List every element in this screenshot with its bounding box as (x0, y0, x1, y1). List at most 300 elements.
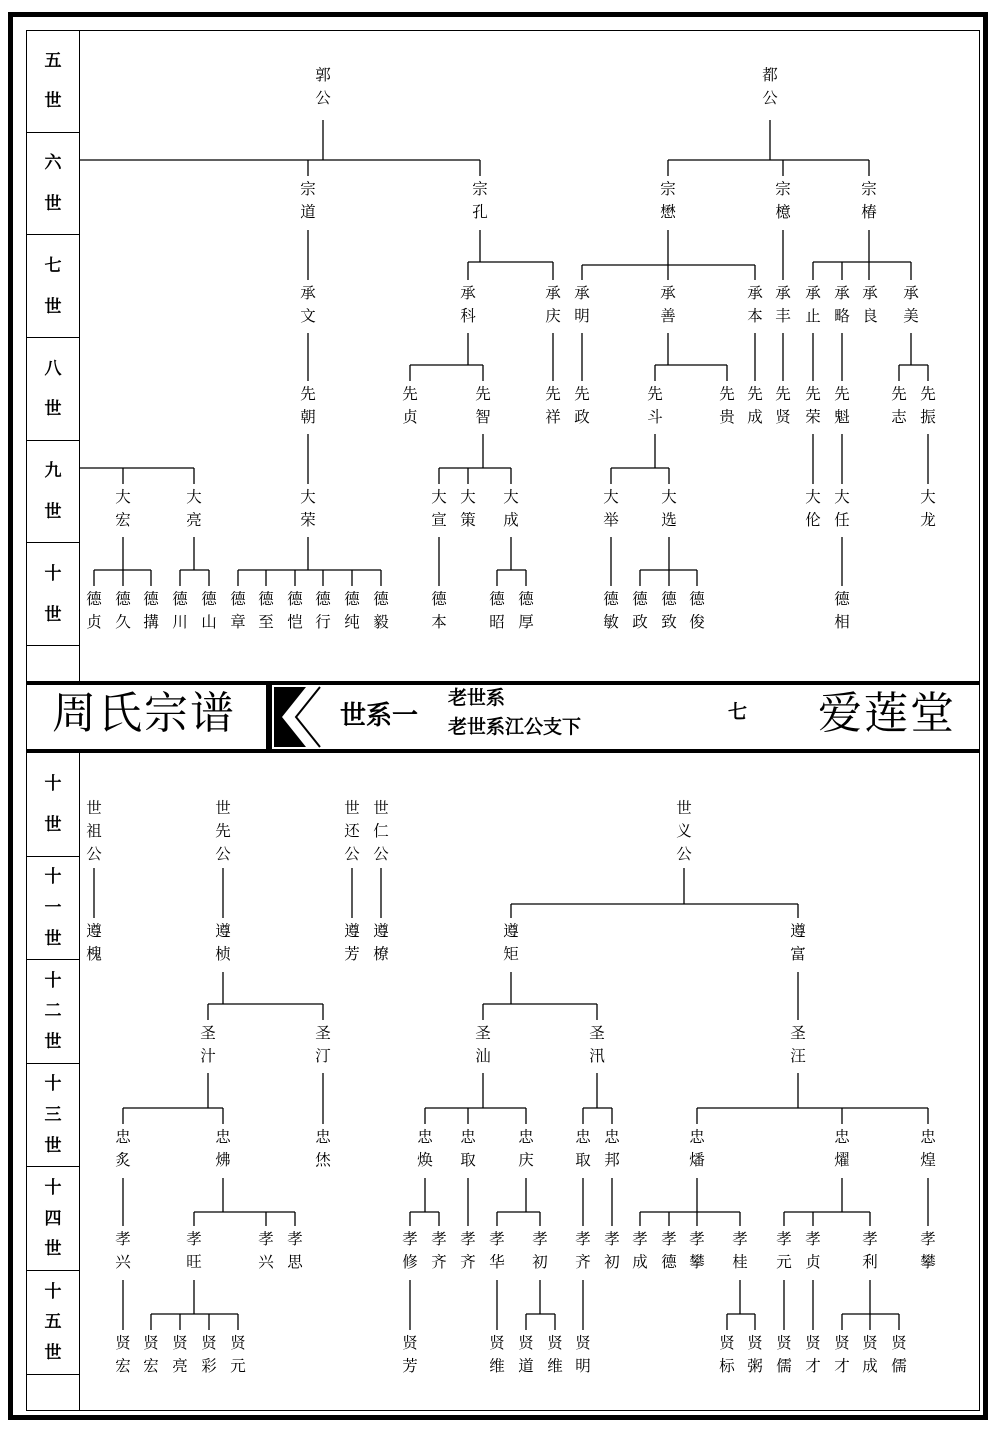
person-name-char: 忠 (834, 1128, 850, 1146)
person-name-char: 燔 (689, 1151, 705, 1169)
person-name-char: 本 (431, 613, 447, 631)
person-name-char: 矩 (503, 945, 519, 963)
person-name-char: 贤 (776, 1334, 792, 1352)
person-name-char: 行 (315, 613, 331, 631)
generation-label-char: 世 (44, 193, 62, 214)
person-name-char: 德 (661, 590, 677, 608)
person-name-dahong (112, 486, 134, 532)
generation-label-char: 五 (44, 50, 62, 71)
person-name-char: 先 (891, 385, 907, 403)
person-name-char: 元 (230, 1357, 246, 1375)
person-name-char: 儒 (891, 1357, 907, 1375)
person-name-char: 荣 (300, 511, 316, 529)
person-name-char: 遵 (215, 922, 231, 940)
person-name-char: 初 (604, 1253, 620, 1271)
person-name-dacheng (500, 486, 522, 532)
person-name-char: 止 (805, 307, 821, 325)
person-name-char: 贵 (719, 408, 735, 426)
person-name-char: 搆 (143, 613, 159, 631)
generation-label-char: 世 (44, 91, 62, 112)
person-name-char: 俊 (689, 613, 705, 631)
person-name-char: 智 (475, 408, 491, 426)
person-name-shengxun (586, 1022, 608, 1068)
person-name-zhongxiu (312, 1126, 334, 1172)
person-name-daren (831, 486, 853, 532)
person-name-char: 贞 (402, 408, 418, 426)
person-name-deshan (198, 588, 220, 634)
person-name-char: 贤 (201, 1334, 217, 1352)
person-name-char: 孝 (460, 1230, 476, 1248)
person-name-char: 略 (834, 307, 850, 325)
person-name-shiyi (673, 797, 695, 866)
person-name-zhongqu2 (572, 1126, 594, 1172)
person-name-char: 利 (862, 1253, 878, 1271)
person-name-char: 贤 (172, 1334, 188, 1352)
person-name-char: 遵 (790, 922, 806, 940)
person-name-char: 元 (776, 1253, 792, 1271)
person-name-char: 大 (460, 488, 476, 506)
person-name-char: 先 (545, 385, 561, 403)
person-name-char: 宏 (143, 1357, 159, 1375)
person-name-char: 初 (532, 1253, 548, 1271)
person-name-char: 宏 (115, 511, 131, 529)
person-name-char: 公 (373, 845, 389, 863)
person-name-char: 振 (920, 408, 936, 426)
person-name-char: 忠 (604, 1128, 620, 1146)
generation-label-char: 十 (44, 773, 62, 794)
person-name-char: 孝 (632, 1230, 648, 1248)
person-name-xzhen (802, 1228, 824, 1274)
person-name-zunzhen (212, 920, 234, 966)
generation-label-char: 世 (44, 1239, 62, 1260)
person-name-char: 忠 (575, 1128, 591, 1146)
person-name-char: 庆 (545, 307, 561, 325)
person-name-chengming (571, 282, 593, 328)
person-name-char: 标 (719, 1357, 735, 1375)
person-name-xxing2 (255, 1228, 277, 1274)
person-name-char: 先 (574, 385, 590, 403)
person-name-char: 德 (143, 590, 159, 608)
person-name-ywei (486, 1332, 508, 1378)
person-name-char: 大 (186, 488, 202, 506)
person-name-char: 宏 (115, 1357, 131, 1375)
person-name-ycai2 (802, 1332, 824, 1378)
person-name-char: 还 (344, 822, 360, 840)
person-name-char: 斗 (647, 408, 663, 426)
person-name-char: 先 (775, 385, 791, 403)
generation-label-char: 十 (44, 1074, 62, 1095)
person-name-char: 大 (603, 488, 619, 506)
person-name-char: 孔 (472, 203, 488, 221)
person-name-zunliao (370, 920, 392, 966)
hall-name: 爱莲堂 (818, 688, 956, 739)
generation-label-char: 十 (44, 564, 62, 585)
person-name-char: 大 (805, 488, 821, 506)
generation-label-char: 世 (44, 399, 62, 420)
person-name-shengting (312, 1022, 334, 1068)
person-name-daju (600, 486, 622, 532)
person-name-char: 煌 (920, 1151, 936, 1169)
person-name-char: 忠 (689, 1128, 705, 1146)
person-name-char: 德 (489, 590, 505, 608)
person-name-char: 德 (373, 590, 389, 608)
section-title: 世系一 (340, 701, 419, 731)
person-name-char: 忠 (417, 1128, 433, 1146)
person-name-char: 德 (834, 590, 850, 608)
person-name-yru2 (888, 1332, 910, 1378)
person-name-char: 文 (300, 307, 316, 325)
person-name-char: 贤 (805, 1334, 821, 1352)
person-name-deben (428, 588, 450, 634)
person-name-char: 世 (676, 799, 692, 817)
person-name-dechuan (169, 588, 191, 634)
person-name-char: 仁 (373, 822, 389, 840)
person-name-xianzheng (571, 383, 593, 429)
person-name-dejun (686, 588, 708, 634)
person-name-char: 毅 (373, 613, 389, 631)
person-name-yming (572, 1332, 594, 1378)
person-name-yji (744, 1332, 766, 1378)
person-name-char: 孝 (732, 1230, 748, 1248)
person-name-char: 伦 (805, 511, 821, 529)
person-name-char: 厚 (518, 613, 534, 631)
person-name-zhongqu (457, 1126, 479, 1172)
person-name-dezheng (629, 588, 651, 634)
person-name-char: 孝 (287, 1230, 303, 1248)
person-name-char: 大 (431, 488, 447, 506)
person-name-char: 兴 (115, 1253, 131, 1271)
generation-label-char: 九 (44, 461, 62, 482)
person-name-xgui (729, 1228, 751, 1274)
person-name-char: 德 (344, 590, 360, 608)
person-name-xwang (183, 1228, 205, 1274)
person-name-char: 齐 (460, 1253, 476, 1271)
person-name-char: 忠 (115, 1128, 131, 1146)
person-name-char: 汪 (790, 1047, 806, 1065)
generation-label-char: 十 (44, 867, 62, 888)
person-name-char: 承 (300, 284, 316, 302)
section-subtitle-bottom: 老世系江公支下 (448, 716, 582, 738)
person-name-char: 善 (660, 307, 676, 325)
person-name-char: 孝 (489, 1230, 505, 1248)
person-name-char: 取 (460, 1151, 476, 1169)
person-name-char: 懋 (660, 203, 676, 221)
person-name-char: 汁 (200, 1047, 216, 1065)
person-name-char: 科 (460, 307, 476, 325)
person-name-char: 大 (300, 488, 316, 506)
person-name-char: 本 (747, 307, 763, 325)
person-name-zhongfan (686, 1126, 708, 1172)
person-name-xianzhi2 (888, 383, 910, 429)
person-name-xpan (686, 1228, 708, 1274)
person-name-char: 先 (402, 385, 418, 403)
person-name-char: 修 (402, 1253, 418, 1271)
person-name-char: 宗 (861, 180, 877, 198)
person-name-char: 先 (834, 385, 850, 403)
person-name-char: 承 (747, 284, 763, 302)
person-name-char: 才 (805, 1357, 821, 1375)
person-name-char: 忠 (518, 1128, 534, 1146)
person-name-ycai3 (831, 1332, 853, 1378)
person-name-char: 炥 (215, 1151, 231, 1169)
person-name-char: 先 (647, 385, 663, 403)
person-name-char: 承 (460, 284, 476, 302)
person-name-char: 任 (834, 511, 850, 529)
person-name-xiancheng (744, 383, 766, 429)
person-name-char: 政 (574, 408, 590, 426)
person-name-ycheng (859, 1332, 881, 1378)
person-name-char: 明 (574, 307, 590, 325)
person-name-degou (140, 588, 162, 634)
person-name-xyuan (773, 1228, 795, 1274)
person-name-dekai (284, 588, 306, 634)
person-name-char: 才 (834, 1357, 850, 1375)
person-name-char: 德 (287, 590, 303, 608)
person-name-char: 先 (719, 385, 735, 403)
person-name-xsi (284, 1228, 306, 1274)
person-name-ycai (198, 1332, 220, 1378)
person-name-dalong (917, 486, 939, 532)
person-name-char: 德 (201, 590, 217, 608)
person-name-yliang (169, 1332, 191, 1378)
person-name-char: 圣 (790, 1024, 806, 1042)
person-name-char: 先 (920, 385, 936, 403)
person-name-char: 孝 (661, 1230, 677, 1248)
person-name-char: 孝 (604, 1230, 620, 1248)
person-name-char: 贤 (402, 1334, 418, 1352)
generation-label-char: 世 (44, 928, 62, 949)
person-name-char: 齐 (575, 1253, 591, 1271)
person-name-char: 孝 (776, 1230, 792, 1248)
person-name-char: 宗 (472, 180, 488, 198)
person-name-char: 焕 (417, 1151, 433, 1169)
person-name-char: 选 (661, 511, 677, 529)
person-name-chengben (744, 282, 766, 328)
person-name-char: 圣 (475, 1024, 491, 1042)
person-name-char: 圣 (200, 1024, 216, 1042)
person-name-char: 政 (632, 613, 648, 631)
person-name-shengwang (787, 1022, 809, 1068)
person-name-char: 先 (475, 385, 491, 403)
person-name-chengshan (657, 282, 679, 328)
page-number: 七 (728, 701, 748, 723)
person-name-char: 忠 (215, 1128, 231, 1146)
person-name-char: 贤 (518, 1334, 534, 1352)
person-name-char: 贤 (143, 1334, 159, 1352)
person-name-char: 贤 (115, 1334, 131, 1352)
person-name-char: 世 (373, 799, 389, 817)
person-name-char: 汀 (315, 1047, 331, 1065)
person-name-zunfang (341, 920, 363, 966)
section-subtitle-top: 老世系 (448, 687, 506, 709)
person-name-char: 圣 (315, 1024, 331, 1042)
person-name-char: 公 (762, 89, 778, 107)
person-name-char: 富 (790, 945, 806, 963)
person-name-char: 彩 (201, 1357, 217, 1375)
person-name-char: 宗 (300, 180, 316, 198)
person-name-zunfu (787, 920, 809, 966)
person-name-char: 大 (503, 488, 519, 506)
generation-label-char: 三 (44, 1105, 62, 1126)
person-name-char: 策 (460, 511, 476, 529)
person-name-char: 汕 (475, 1047, 491, 1065)
person-name-char: 公 (676, 845, 692, 863)
person-name-char: 忠 (460, 1128, 476, 1146)
person-name-char: 先 (300, 385, 316, 403)
person-name-char: 遵 (373, 922, 389, 940)
person-name-char: 川 (172, 613, 188, 631)
person-name-char: 桢 (215, 945, 231, 963)
person-name-zongmao (657, 178, 679, 224)
person-name-char: 承 (660, 284, 676, 302)
person-name-zhonghuang (917, 1126, 939, 1172)
person-name-yyuan (227, 1332, 249, 1378)
person-name-xiankui (831, 383, 853, 429)
person-name-char: 亮 (186, 511, 202, 529)
person-name-xiandou (644, 383, 666, 429)
person-name-char: 祥 (545, 408, 561, 426)
person-name-char: 华 (489, 1253, 505, 1271)
person-name-char: 大 (920, 488, 936, 506)
person-name-chengqing (542, 282, 564, 328)
person-name-char: 承 (775, 284, 791, 302)
person-name-char: 章 (230, 613, 246, 631)
person-name-char: 檍 (775, 203, 791, 221)
person-name-char: 芳 (344, 945, 360, 963)
person-name-char: 宗 (660, 180, 676, 198)
person-name-char: 宗 (775, 180, 791, 198)
person-name-char: 庆 (518, 1151, 534, 1169)
banner-arrow-emblem (266, 681, 326, 753)
person-name-zhongyao (831, 1126, 853, 1172)
person-name-char: 魁 (834, 408, 850, 426)
generation-label-char: 世 (44, 1342, 62, 1363)
generation-label-char: 世 (44, 1135, 62, 1156)
person-name-deyi (370, 588, 392, 634)
person-name-char: 维 (489, 1357, 505, 1375)
person-name-darong (297, 486, 319, 532)
person-name-xqi2 (457, 1228, 479, 1274)
person-name-zongkong (469, 178, 491, 224)
person-name-char: 芳 (402, 1357, 418, 1375)
person-name-char: 承 (545, 284, 561, 302)
person-name-char: 遵 (86, 922, 102, 940)
person-name-shengshan (472, 1022, 494, 1068)
generation-label-char: 一 (44, 897, 62, 918)
person-name-char: 孝 (186, 1230, 202, 1248)
person-name-char: 世 (215, 799, 231, 817)
person-name-char: 德 (315, 590, 331, 608)
person-name-dace (457, 486, 479, 532)
person-name-chengke (457, 282, 479, 328)
generation-label-char: 世 (44, 296, 62, 317)
banner-rule-bottom (26, 749, 980, 753)
person-name-char: 忠 (920, 1128, 936, 1146)
person-name-char: 德 (115, 590, 131, 608)
person-name-char: 大 (115, 488, 131, 506)
person-name-char: 龙 (920, 511, 936, 529)
person-name-xqi (428, 1228, 450, 1274)
person-name-daxuan (428, 486, 450, 532)
person-name-char: 贤 (834, 1334, 850, 1352)
generation-label-char: 四 (44, 1208, 62, 1229)
person-name-char: 孝 (920, 1230, 936, 1248)
person-name-char: 烋 (315, 1151, 331, 1169)
person-name-char: 昭 (489, 613, 505, 631)
banner-rule-top (26, 681, 980, 685)
person-name-ywei2 (544, 1332, 566, 1378)
person-name-zongdao (297, 178, 319, 224)
person-name-char: 孝 (862, 1230, 878, 1248)
person-name-char: 纯 (344, 613, 360, 631)
person-name-chengfeng (772, 282, 794, 328)
person-name-zongyi (772, 178, 794, 224)
book-title: 周氏宗谱 (52, 688, 236, 739)
person-name-char: 德 (172, 590, 188, 608)
person-name-dejiu (112, 588, 134, 634)
person-name-char: 思 (287, 1253, 303, 1271)
person-name-char: 炙 (115, 1151, 131, 1169)
person-name-char: 德 (689, 590, 705, 608)
person-name-chengwen (297, 282, 319, 328)
person-name-dehou (515, 588, 537, 634)
person-name-xianrong (802, 383, 824, 429)
person-name-char: 都 (762, 66, 778, 84)
person-name-char: 遵 (503, 922, 519, 940)
person-name-ybiao (716, 1332, 738, 1378)
person-name-char: 道 (518, 1357, 534, 1375)
generation-label-char: 十 (44, 1178, 62, 1199)
person-name-char: 德 (431, 590, 447, 608)
person-name-char: 孝 (532, 1230, 548, 1248)
person-name-char: 致 (661, 613, 677, 631)
person-name-xchu2 (601, 1228, 623, 1274)
person-name-zhongjiu (112, 1126, 134, 1172)
person-name-char: 燿 (834, 1151, 850, 1169)
person-name-dexing (312, 588, 334, 634)
person-name-char: 亮 (172, 1357, 188, 1375)
person-name-char: 贤 (719, 1334, 735, 1352)
person-name-chengzhi (802, 282, 824, 328)
generation-label-char: 七 (44, 255, 62, 276)
person-name-char: 槐 (86, 945, 102, 963)
person-name-char: 贤 (489, 1334, 505, 1352)
person-name-xiangui (716, 383, 738, 429)
person-name-zunju (500, 920, 522, 966)
person-name-xde (658, 1228, 680, 1274)
person-name-char: 成 (632, 1253, 648, 1271)
person-name-char: 椿 (861, 203, 877, 221)
person-name-char: 攀 (920, 1253, 936, 1271)
generation-label-char: 世 (44, 814, 62, 835)
person-name-char: 世 (86, 799, 102, 817)
person-name-shixian (212, 797, 234, 866)
person-name-char: 公 (315, 89, 331, 107)
person-name-char: 德 (661, 1253, 677, 1271)
person-name-char: 兴 (258, 1253, 274, 1271)
person-name-char: 圣 (589, 1024, 605, 1042)
person-name-shihuan (341, 797, 363, 866)
person-name-char: 橑 (373, 945, 389, 963)
person-name-char: 明 (575, 1357, 591, 1375)
generation-label-char: 六 (44, 153, 62, 174)
person-name-char: 成 (747, 408, 763, 426)
person-name-char: 贤 (747, 1334, 763, 1352)
person-name-char: 遵 (344, 922, 360, 940)
person-name-zunkui (83, 920, 105, 966)
person-name-xianzhen (399, 383, 421, 429)
person-name-char: 公 (344, 845, 360, 863)
